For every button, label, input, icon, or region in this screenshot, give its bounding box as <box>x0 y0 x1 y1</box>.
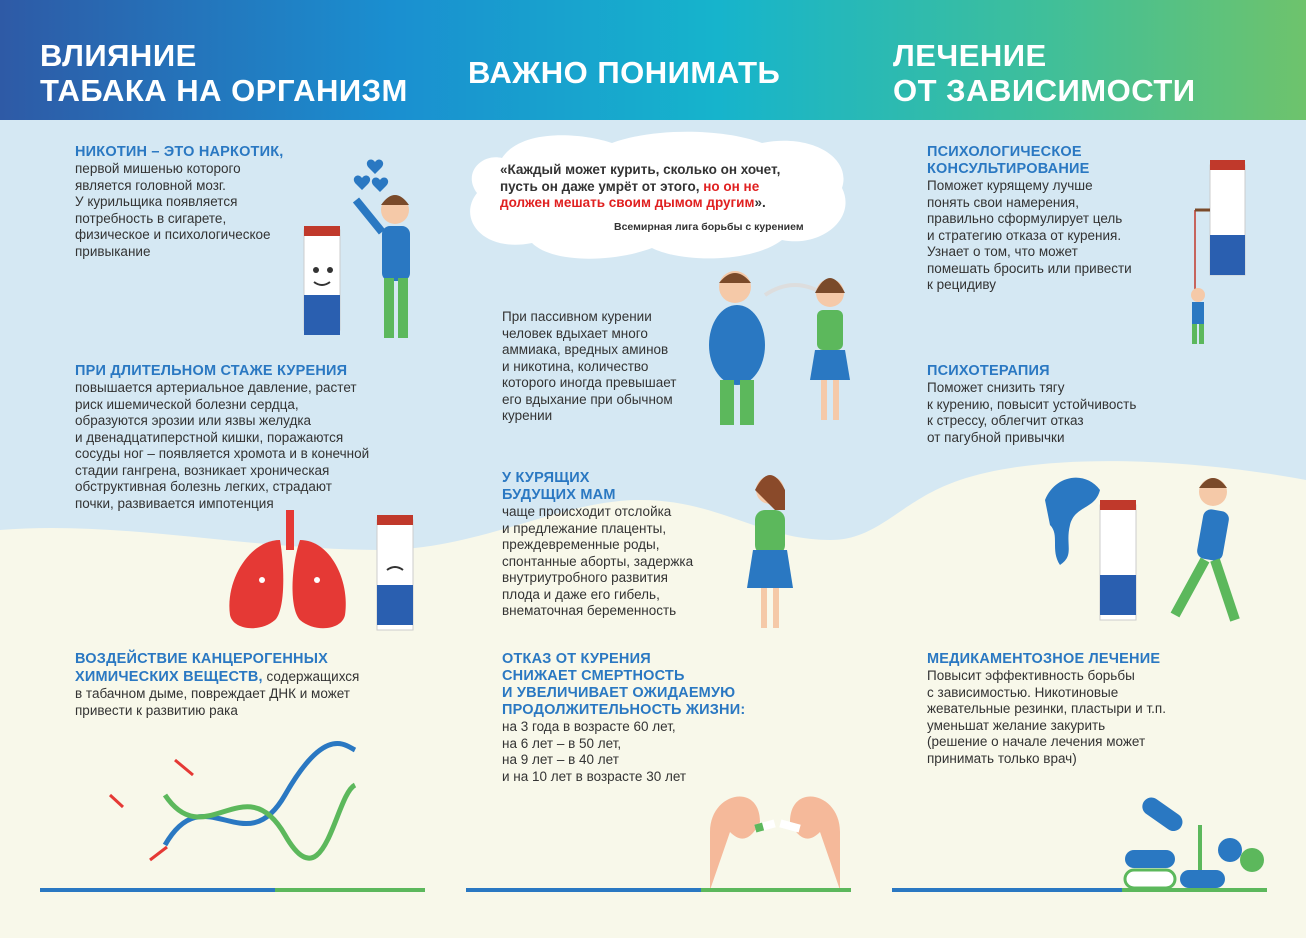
psychotherapy-block: ПСИХОТЕРАПИЯ Поможет снизить тягу к курению, повысит устойчивость к стрессу, облегчит отказ от пагубной привычки <box>927 363 1137 445</box>
quote-source: Всемирная лига борьбы с курением <box>614 221 804 233</box>
long-smoking-block: ПРИ ДЛИТЕЛЬНОМ СТАЖЕ КУРЕНИЯ повышается артериальное давление, растет риск ишемической болезни сердца, образуются эрозии или язвы желудка и двенадцатиперстной кишки, поражаются сосуды ног – появляется хромота и в конечной стадии гангрена, возникает хроническая обструктивная болезнь легких, страдают почки, развивается импотенция <box>75 363 370 511</box>
dna-illustration <box>105 735 365 870</box>
nicotine-block: НИКОТИН – ЭТО НАРКОТИК, первой мишенью которого является головной мозг. У курильщика появляется потребность в сигарете, физическое и психологическое привыкание <box>75 144 284 259</box>
pregnant-woman-illustration <box>735 470 805 635</box>
divider-col2 <box>466 888 851 892</box>
who-quote: «Каждый может курить, сколько он хочет, пусть он даже умрёт от этого, но он не должен мешать своим дымом другим». <box>500 162 781 210</box>
puppet-cigarette-illustration <box>1170 160 1260 350</box>
medication-block: МЕДИКАМЕНТОЗНОЕ ЛЕЧЕНИЕ Повысит эффективность борьбы с зависимостью. Никотиновые жевательные резинки, пластыри и т.п. уменьшат желание закурить (решение о начале лечения может принимать только врач) <box>927 651 1166 766</box>
passive-smoking-illustration <box>705 265 860 430</box>
divider-col1 <box>40 888 425 892</box>
header-banner <box>0 0 1306 120</box>
pills-illustration <box>1120 795 1270 890</box>
col3-title: ЛЕЧЕНИЕ ОТ ЗАВИСИМОСТИ <box>893 38 1196 108</box>
col2-title: ВАЖНО ПОНИМАТЬ <box>468 55 781 90</box>
pregnancy-block: У КУРЯЩИХ БУДУЩИХ МАМ чаще происходит отслойка и предлежание плаценты, преждевременные роды, спонтанные аборты, задержка внутриутробного развития плода и даже его гибель, внематочная беременность <box>502 470 694 618</box>
counseling-block: ПСИХОЛОГИЧЕСКОЕ КОНСУЛЬТИРОВАНИЕ Поможет курящему лучше понять свои намерения, правильно сформулирует цель и стратегию отказа от курения. Узнает о том, что может помешать бросить или привести к рецидиву <box>927 144 1132 292</box>
lungs-illustration <box>222 510 432 635</box>
carcinogen-block: ВОЗДЕЙСТВИЕ КАНЦЕРОГЕННЫХ ХИМИЧЕСКИХ ВЕЩЕСТВ, содержащихся в табачном дыме, повреждает ДНК и может привести к развитию рака <box>75 651 360 718</box>
divider-col3 <box>892 888 1267 892</box>
running-man-illustration <box>1035 470 1260 635</box>
cigarette-man-illustration <box>290 150 430 350</box>
passive-smoking-block: При пассивном курении человек вдыхает много аммиака, вредных аминов и никотина, количество которого иногда превышает его вдыхание при обычном курении <box>502 309 677 423</box>
hands-breaking-cigarette-illustration <box>700 772 850 890</box>
quitting-block: ОТКАЗ ОТ КУРЕНИЯ СНИЖАЕТ СМЕРТНОСТЬ И УВЕЛИЧИВАЕТ ОЖИДАЕМУЮ ПРОДОЛЖИТЕЛЬНОСТЬ ЖИЗНИ: на 3 года в возрасте 60 лет, на 6 лет – в 50 лет, на 9 лет – в 40 лет и на 10 лет в возрасте 30 лет <box>502 651 746 784</box>
col1-title: ВЛИЯНИЕ ТАБАКА НА ОРГАНИЗМ <box>40 38 408 108</box>
